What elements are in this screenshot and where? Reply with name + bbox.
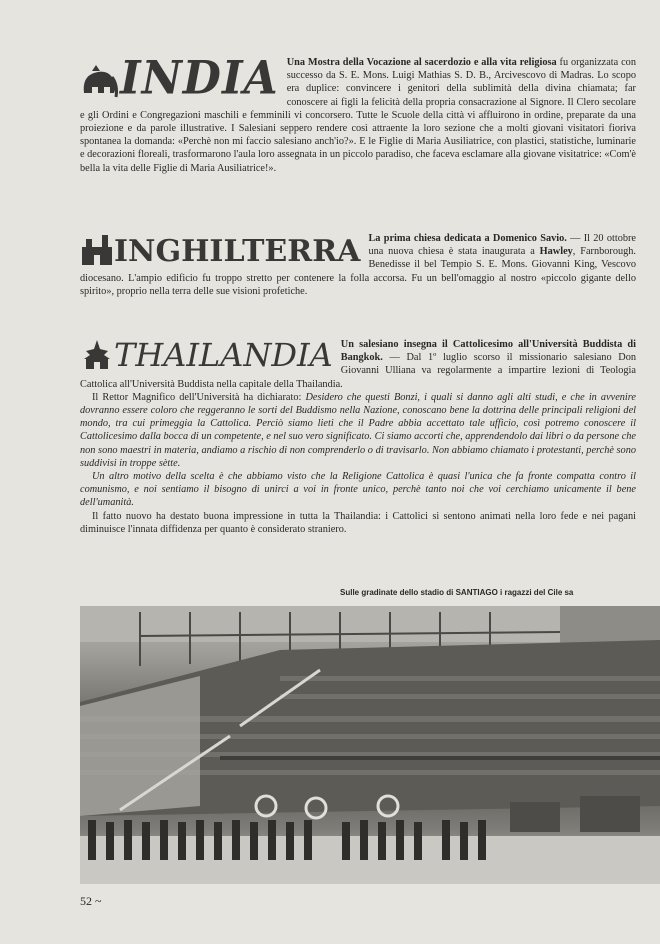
thailandia-body: — Dal 1º luglio scorso il missionario salesiano Don Giovanni Ulliana va regolarmente a impartire lezioni di Teologia Cattolica all'Università Buddista nella capitale della Thailandia. bbox=[80, 352, 636, 390]
thailandia-p3-quote: Un altro motivo della scelta è che abbiamo visto che la Religione Cattolica è quasi l'unica che fa fronte compatta contro il comunismo, e noi sentiamo il bisogno di unirci a voi in fronte unico, perchè tanto noi che voi cerchiamo unicamente il bene dell'umanità. bbox=[80, 471, 636, 509]
thailandia-logo bbox=[80, 336, 333, 374]
page-number: 52 ~ bbox=[80, 894, 102, 908]
stadium-illustration bbox=[80, 606, 660, 884]
section-inghilterra bbox=[80, 232, 636, 298]
inghilterra-logo-word: INGHILTERRA bbox=[114, 234, 361, 269]
inghilterra-logo bbox=[80, 233, 360, 267]
castle-icon bbox=[80, 233, 114, 267]
inghilterra-body-after: , Farnborough. Benedisse il bel Tempio S. E. Mons. Giovanni King, Vescovo diocesano. L'ampio edificio fu troppo stretto per contenere la folla accorsa. Fu un bell'omaggio al nostro «piccolo gigante dello spirito», proprio nella terra delle sue visioni profetiche. bbox=[80, 246, 636, 297]
temple-icon bbox=[80, 339, 114, 371]
section-india bbox=[80, 51, 636, 175]
inghilterra-body-before: — Il 20 ottobre una nuova chiesa è stata inaugurata a bbox=[368, 233, 636, 258]
elephant-icon bbox=[80, 63, 120, 101]
inghilterra-place: Hawley bbox=[539, 246, 573, 258]
inghilterra-lead: La prima chiesa dedicata a Domenico Savio. bbox=[368, 233, 567, 244]
india-logo bbox=[80, 51, 279, 106]
india-lead: Una Mostra della Vocazione al sacerdozio e alla vita religiosa bbox=[286, 57, 557, 68]
thailandia-p2-intro: Il Rettor Magnifico dell'Università ha dichiarato: bbox=[92, 391, 306, 403]
photo-caption: Sulle gradinate dello stadio di SANTIAGO i ragazzi del Cile sa bbox=[340, 588, 574, 597]
section-thailandia bbox=[80, 338, 636, 536]
thailandia-p4: Il fatto nuovo ha destato buona impressione in tutta la Thailandia: i Cattolici si sentono animati nella loro fede e nei pagani diminuisce l'innata diffidenza per quanto è considerato straniero. bbox=[80, 510, 636, 535]
stadium-photo bbox=[80, 606, 660, 884]
india-body: fu organizzata con successo da S. E. Mons. Luigi Mathias S. D. B., Arcivescovo di Madras. Lo scopo era duplice: convincere i genitori della sublimità della divina chiamata; far conoscere ai figli la felicità della propria consacrazione al Signore. Il Clero secolare e gli Ordini e Congregazioni maschili e femminili vi concorsero. Tutte le Scuole della città vi affluirono in ordine, preparate da una proiezione e da parole illustrative. I Salesiani seppero rendere così attraente la loro sezione che a molti giovani visitatori fioriva spontanea la domanda: «Perchè non mi faccio salesiano anch'io?». E le Figlie di Maria Ausiliatrice, con plastici, statistiche, luminarie e decorazioni floreali, trasformarono l'aula loro assegnata in un piccolo paradiso, che faceva esclamare alla giovane visitatrice: «Com'è bella la vita delle Figlie di Maria Ausiliatrice!». bbox=[80, 57, 636, 174]
thailandia-logo-word: THAILANDIA bbox=[114, 336, 333, 374]
thailandia-p2-quote: Desidero che questi Bonzi, i quali si danno agli alti studi, e che in avvenire dovranno essere coloro che reggeranno le sorti del Buddismo nella Nazione, conoscano bene la dottrina delle principali religioni del mondo, tra cui primeggia la Cattolica. Perciò siamo lieti che il Padre abbia accettato tale ufficio, così potremo conoscere il Cattolicesimo dalla bocca di un competente, e nel suo vero significato. Ci siamo accorti che, apprendendolo dai libri o da persone che non sono maestri in materia, andiamo a rischio di non comprenderlo o di travisarlo. Non abbiamo chiamato i protestanti, perchè sono suddivisi in troppe sètte. bbox=[80, 391, 636, 469]
thailandia-lead: Un salesiano insegna il Cattolicesimo all'Università Buddista di Bangkok. bbox=[340, 339, 636, 364]
india-logo-word: INDIA bbox=[120, 51, 279, 106]
